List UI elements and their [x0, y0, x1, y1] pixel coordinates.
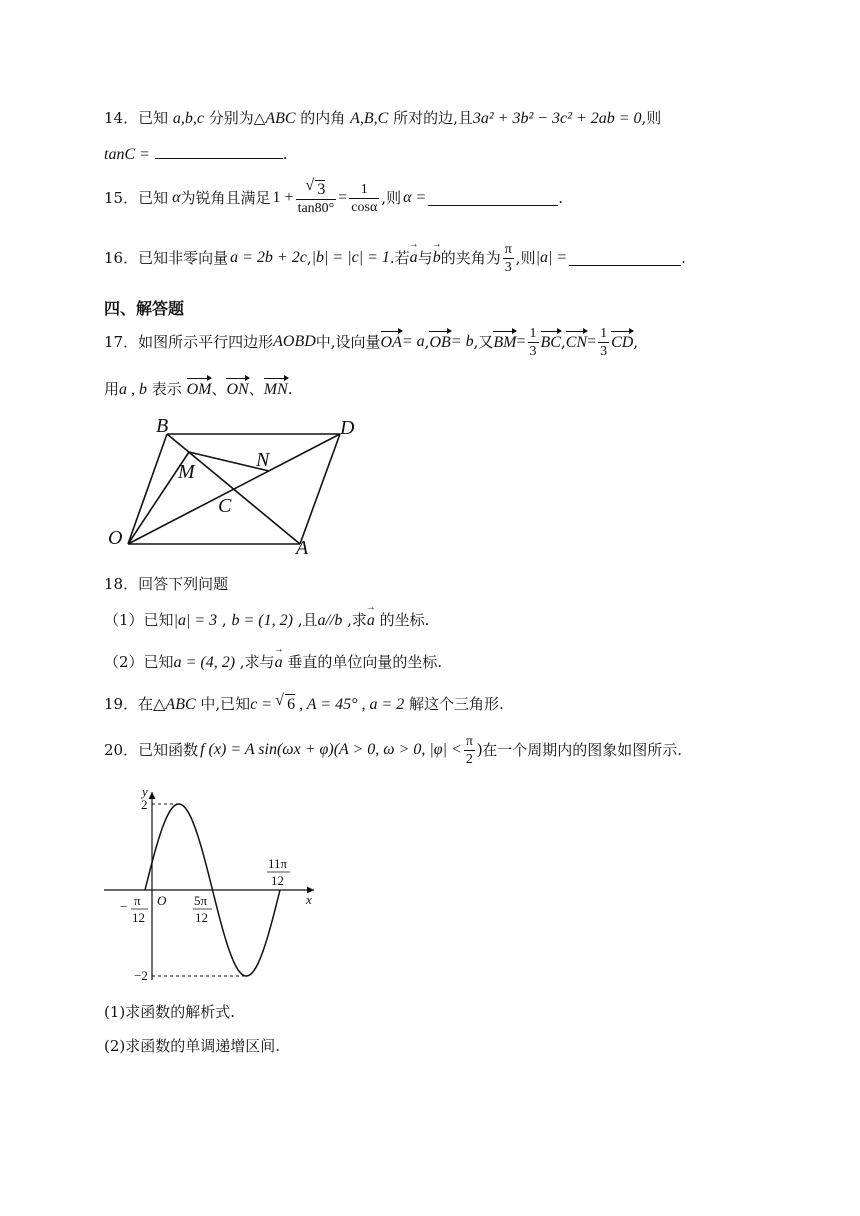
q15-line: 15． 已知 α 为锐角且满足 1 + √ $\frac{3}{\tan 80^\circ}$ = $\frac{1}{\cos\alpha}$ ,则 α = . [104, 176, 563, 220]
q17-number: 17． [104, 333, 139, 351]
x-tick-5pi-12 [193, 893, 212, 925]
q17-line1: 17． 如图所示平行四边形 AOBD 中,设向量 OA = a , OB = b ,又 BM = $\frac{1}{3}$ BC , CN = $\frac{1}{3}$ CD , [104, 325, 639, 359]
q18-number: 18． [104, 575, 139, 593]
x-tick-neg-pi-12 [120, 893, 148, 925]
q19-number: 19． [104, 695, 139, 713]
q20-number: 20． [104, 741, 139, 759]
q14-answer-prefix: tanC = [104, 146, 150, 163]
diagonal-OD [128, 434, 340, 544]
q20-part1: (1)求函数的解析式. [104, 1003, 236, 1021]
q18-part2: （2）已知a = (4, 2) ,求与→ a 垂直的单位向量的坐标. [104, 652, 442, 673]
q16-number: 16． [104, 249, 139, 267]
q18-line: 18．回答下列问题 [104, 575, 229, 593]
svg-text:11π: 11π [268, 856, 288, 871]
label-C: C [218, 495, 232, 517]
q14-line2: tanC = . [104, 145, 288, 163]
q18-part1: （1）已知|a| = 3 , b = (1, 2) ,且a//b ,求→ a 的坐标. [104, 610, 429, 631]
q14-answer-blank[interactable] [155, 144, 283, 159]
sine-graph [100, 784, 325, 984]
label-D: D [340, 417, 355, 439]
q14-number: 14． [104, 109, 139, 127]
q15-answer-blank[interactable] [428, 191, 558, 206]
q20-phi-fraction: $\frac{\pi}{2}$ [465, 733, 473, 767]
svg-text:12: 12 [271, 873, 284, 888]
q16-vector-expression: a = 2b + 2c [230, 249, 307, 266]
section-heading: 四、解答题 [104, 299, 185, 318]
label-N: N [256, 449, 270, 471]
q16-norm-condition: |b| = |c| = 1 [311, 249, 390, 266]
svg-text:−: − [120, 899, 128, 914]
q20-line: 20． 已知函数 f (x) = A sin(ωx + φ) (A > 0, ω > 0, |φ| < $\frac{\pi}{2}$ ) 在一个周期内的图象如图所示. [104, 733, 683, 767]
y-axis-label: y [142, 784, 148, 799]
q17-fraction-bm: $\frac{1}{3}$ [529, 325, 537, 359]
q14-line1: 14．已知 a,b,c 分别为△ABC 的内角 A,B,C 所对的边,且3a² + 3b² − 3c² + 2ab = 0,则 [104, 109, 662, 127]
svg-text:5π: 5π [194, 893, 208, 908]
svg-text:12: 12 [195, 910, 208, 925]
q15-fraction-right: $\frac{1}{\cos\alpha}$ [351, 181, 378, 215]
q17-line2: 用a , b 表示 OM、ON、MN. [104, 380, 293, 398]
q16-answer-blank[interactable] [569, 251, 681, 266]
svg-text:12: 12 [132, 910, 145, 925]
label-A: A [296, 537, 309, 559]
triangle-symbol: △ [253, 109, 266, 127]
q16-line: 16． 已知非零向量 a = 2b + 2c , |b| = |c| = 1 .若 → a 与 → b 的夹角为 $\frac{\pi}{3}$ ,则 |a| = . [104, 236, 686, 280]
q20-part2: (2)求函数的单调递增区间. [104, 1037, 281, 1055]
parallelogram-figure [100, 412, 370, 562]
label-B: B [156, 415, 169, 437]
q15-number: 15． [104, 189, 139, 207]
label-M: M [178, 461, 195, 483]
y-tick-2: 2 [141, 797, 148, 812]
edge-AD [300, 434, 340, 544]
q16-angle-fraction: $\frac{\pi}{3}$ [504, 241, 512, 275]
x-tick-11pi-12 [267, 856, 290, 888]
svg-text:π: π [134, 893, 141, 908]
q15-fraction-left: √ $\frac{3}{\tan 80^\circ}$ [296, 180, 337, 217]
q17-fraction-cn: $\frac{1}{3}$ [600, 325, 608, 359]
x-axis-label: x [306, 892, 312, 907]
origin-label: O [157, 893, 167, 908]
y-tick-neg2: −2 [134, 968, 148, 983]
label-O: O [108, 527, 123, 549]
q14-equation: 3a² + 3b² − 3c² + 2ab = 0 [472, 110, 642, 127]
q19-line: 19．在△ABC 中,已知c = √ 6 , A = 45° , a = 2 解这个三角形. [104, 694, 504, 715]
